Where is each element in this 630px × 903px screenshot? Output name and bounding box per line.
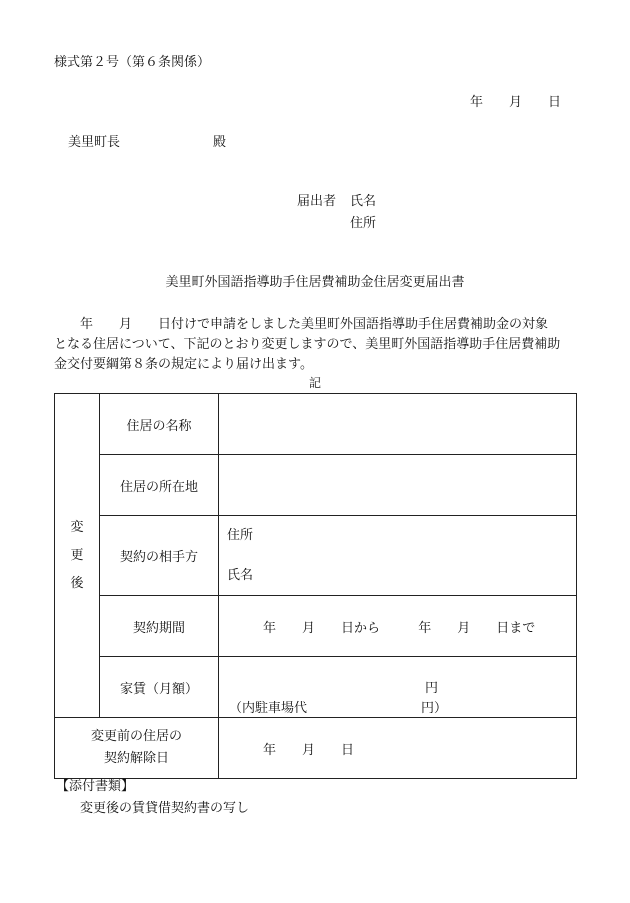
residence-location-field[interactable] [219, 455, 577, 516]
contract-party-label: 契約の相手方 [100, 516, 219, 596]
party-address-label: 住所 [227, 527, 254, 543]
previous-contract-cancel-date[interactable] [219, 718, 577, 779]
party-name-label: 氏名 [227, 567, 254, 583]
side-char-3: 後 [70, 575, 84, 591]
prev-date-text: 年 月 日 [263, 742, 355, 758]
attachments-heading: 【添付書類】 [56, 779, 135, 794]
after-change-side-label [55, 394, 100, 718]
rent-yen-label: 円 [425, 681, 439, 696]
period-to: 年 月 日まで [418, 620, 536, 636]
document-title: 美里町外国語指導助手住居費補助金住居変更届出書 [165, 275, 465, 290]
rent-field[interactable] [219, 657, 577, 718]
change-details-table [54, 393, 577, 779]
body-line-2: となる住居について、下記のとおり変更しますので、美里町外国語指導助手住居費補助 [54, 337, 561, 352]
previous-contract-cancel-label [55, 718, 219, 779]
body-paragraph [54, 315, 580, 375]
side-char-1: 変 [70, 519, 84, 535]
applicant-name-label: 氏名 [350, 194, 377, 209]
residence-name-field[interactable] [219, 394, 577, 455]
applicant-address-label: 住所 [350, 216, 377, 231]
form-number: 様式第２号（第６条関係） [54, 55, 211, 70]
date-line: 年 月 日 [470, 95, 562, 110]
addressee: 美里町長 [68, 135, 121, 150]
rent-label: 家賃（月額） [100, 657, 219, 718]
period-from: 年 月 日から [263, 620, 381, 636]
contract-period-label: 契約期間 [100, 596, 219, 657]
applicant-label: 届出者 [297, 194, 337, 209]
prev-label-line-2: 契約解除日 [103, 751, 169, 766]
contract-period-field[interactable] [219, 596, 577, 657]
parking-yen-label: 円） [421, 701, 448, 716]
attachment-item: 変更後の賃貸借契約書の写し [80, 801, 250, 816]
residence-name-label: 住居の名称 [100, 394, 219, 455]
side-char-2: 更 [70, 547, 84, 563]
body-line-1: 年 月 日付けで申請をしました美里町外国語指導助手住居費補助金の対象 [54, 317, 549, 332]
body-line-3: 金交付要綱第８条の規定により届け出ます。 [54, 357, 313, 372]
residence-location-label: 住居の所在地 [100, 455, 219, 516]
ki-heading: 記 [308, 376, 321, 390]
parking-fee-label: （内駐車場代 [229, 701, 308, 716]
honorific: 殿 [213, 135, 227, 150]
contract-party-field[interactable] [219, 516, 577, 596]
prev-label-line-1: 変更前の住居の [90, 729, 182, 744]
